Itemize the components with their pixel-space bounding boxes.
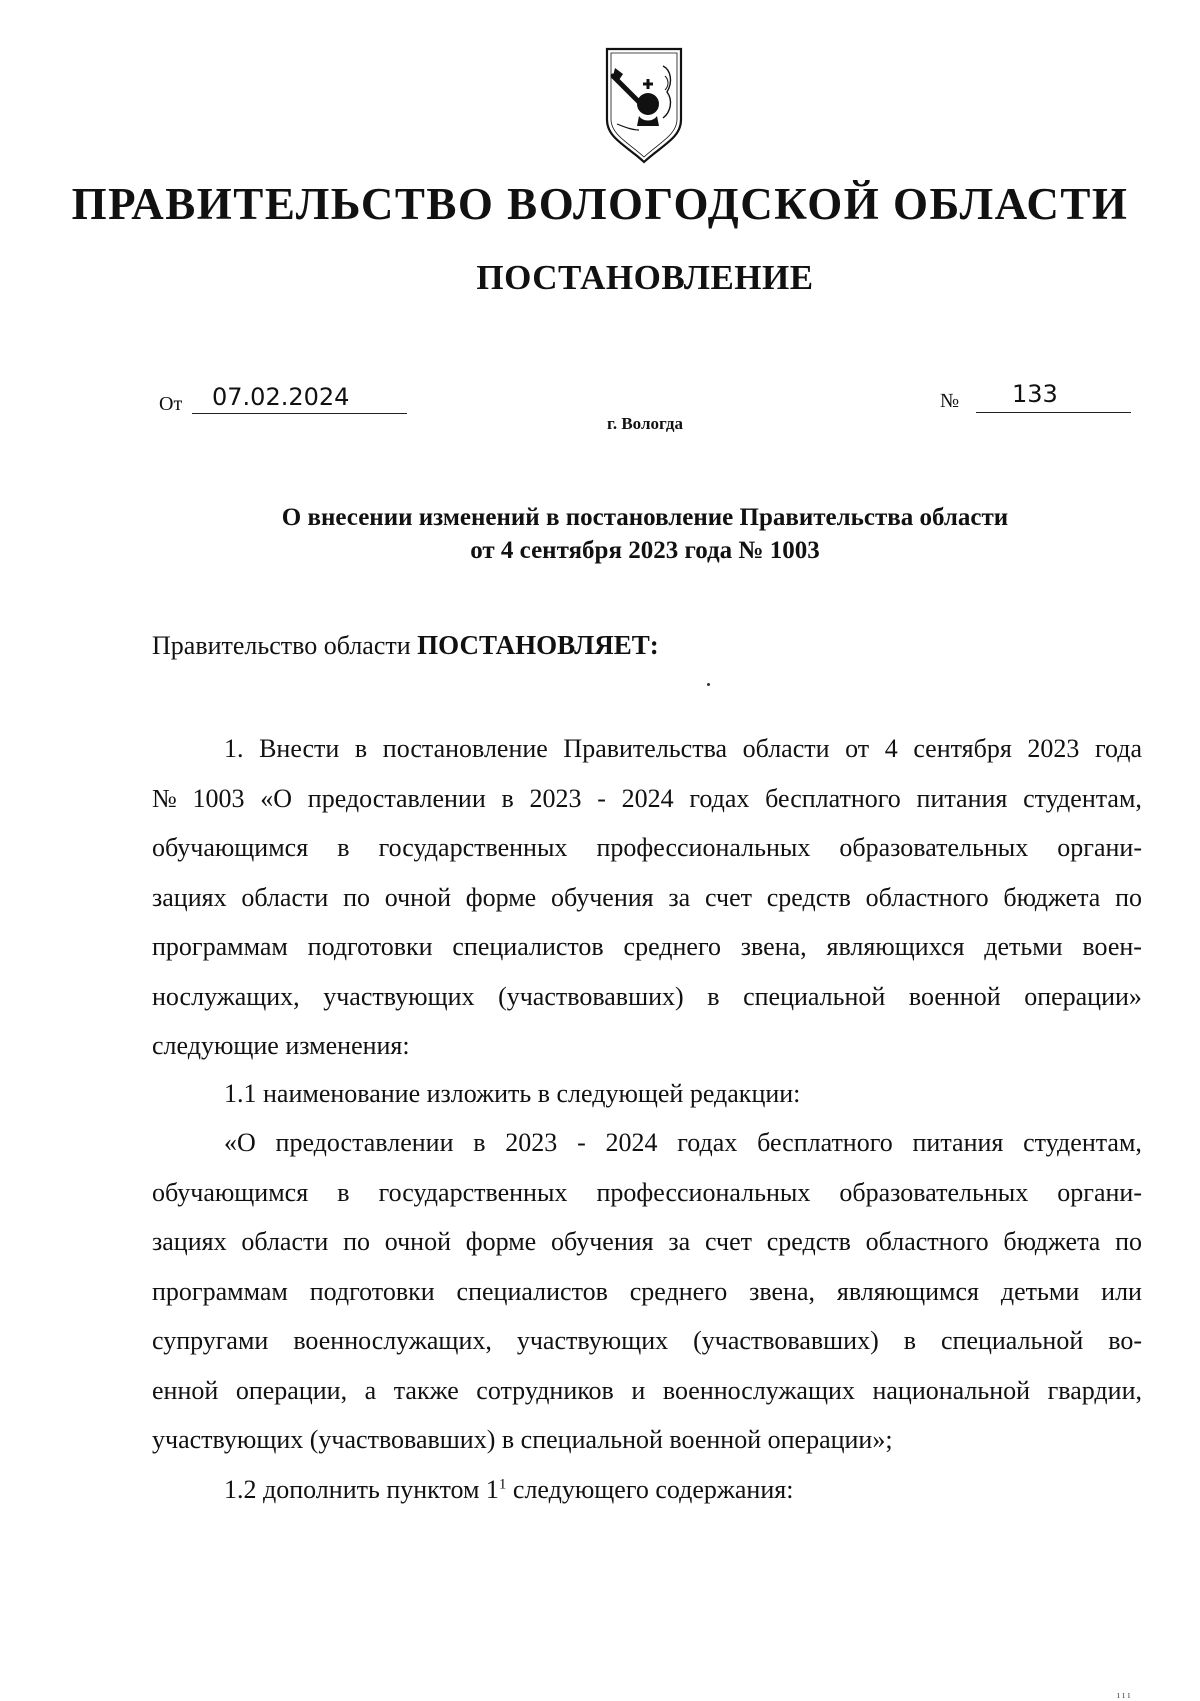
word: участвующих — [516, 1326, 669, 1355]
date-prefix: От — [159, 393, 183, 415]
word: программам — [152, 932, 288, 961]
word: от — [845, 734, 870, 763]
paragraph-new-title — [152, 1118, 1142, 1465]
word: предоставлении — [275, 1128, 454, 1157]
paragraph-line — [152, 823, 1142, 873]
word: образовательных — [839, 833, 1029, 862]
word: енной — [152, 1375, 219, 1405]
word: в — [707, 981, 720, 1011]
text-run: следующего содержания: — [506, 1475, 794, 1504]
word: «О — [224, 1128, 256, 1157]
organization-title: ПРАВИТЕЛЬСТВО ВОЛОГОДСКОЙ ОБЛАСТИ — [71, 179, 1129, 229]
paragraph-line — [152, 873, 1142, 923]
word: являющимся — [836, 1276, 980, 1306]
resolve-clause — [152, 630, 659, 661]
word: счет — [704, 1227, 752, 1256]
word: Внести — [259, 734, 340, 763]
text-run: следующие изменения: — [152, 1031, 410, 1060]
word: форме — [465, 882, 537, 912]
word: 4 — [884, 734, 898, 763]
word: операции, — [235, 1375, 348, 1405]
word: образовательных — [839, 1177, 1029, 1207]
word: специальной — [743, 981, 886, 1011]
word: органи- — [1057, 1177, 1142, 1207]
document-type: ПОСТАНОВЛЕНИЕ — [476, 258, 814, 297]
word: за — [668, 1227, 691, 1256]
word: или — [1101, 1276, 1142, 1306]
word: программам — [152, 1276, 288, 1306]
word: области — [241, 882, 329, 912]
paragraph-1 — [152, 724, 1142, 1071]
word: также — [393, 1375, 459, 1405]
word: 1003 — [192, 783, 245, 813]
resolve-keyword: ПОСТАНОВЛЯЕТ: — [417, 630, 659, 660]
word: по — [343, 882, 370, 912]
word: детьми — [984, 932, 1063, 961]
word: среднего — [629, 1276, 728, 1306]
word: 2023 — [529, 783, 582, 813]
word: специалистов — [456, 1276, 608, 1306]
word: по — [1115, 882, 1142, 912]
paragraph-line — [152, 774, 1142, 824]
paragraph-line — [152, 1465, 1142, 1515]
word: органи- — [1057, 833, 1142, 862]
word: бюджета — [1003, 1227, 1101, 1256]
coat-of-arms-icon — [603, 46, 685, 164]
paragraph-line — [152, 1366, 1142, 1416]
document-subject — [150, 501, 1140, 567]
paragraph-line — [152, 972, 1142, 1022]
text-run: участвующих (участвовавших) в специальной военной операции»; — [152, 1425, 893, 1454]
word: очной — [384, 1227, 451, 1256]
paragraph-line — [152, 1168, 1142, 1218]
word: профессиональных — [596, 1177, 811, 1207]
word: очной — [384, 882, 451, 912]
subject-line-2: от 4 сентября 2023 года № 1003 — [470, 537, 820, 564]
paragraph-line — [152, 1267, 1142, 1317]
word: операции» — [1024, 981, 1142, 1011]
paragraph-line: 1.1 наименование изложить в следующей редакции: — [224, 1079, 801, 1108]
paragraph-line — [152, 1415, 1142, 1465]
word: государственных — [378, 1177, 568, 1207]
word: по — [343, 1227, 370, 1256]
word: в — [337, 1177, 350, 1207]
word: - — [597, 783, 606, 813]
word: обучения — [550, 882, 654, 912]
word: воен- — [1082, 932, 1142, 961]
word: - — [577, 1128, 586, 1157]
word: питания — [916, 783, 1008, 813]
word: среднего — [623, 932, 721, 961]
superscript: 1 — [498, 1476, 507, 1493]
word: гвардии, — [1047, 1375, 1142, 1405]
word: в — [903, 1326, 916, 1355]
scan-marks: ı ı ı — [1117, 1690, 1131, 1701]
word: (участвовавших) — [693, 1326, 879, 1355]
document-date: 07.02.2024 — [212, 383, 350, 411]
paragraph-1-1 — [152, 1069, 1142, 1119]
word: форме — [465, 1227, 537, 1256]
word: военнослужащих, — [293, 1326, 492, 1355]
word: обучающимся — [152, 833, 309, 862]
word: постановление — [382, 734, 548, 763]
word: зациях — [152, 882, 227, 912]
paragraph-line — [152, 1021, 1142, 1071]
word: военной — [908, 981, 1001, 1011]
number-prefix: № — [940, 390, 960, 412]
word: студентам, — [1023, 783, 1142, 813]
city: г. Вологда — [607, 414, 683, 433]
word: в — [473, 1128, 486, 1157]
word: сентября — [913, 734, 1012, 763]
word: года — [1094, 734, 1142, 763]
word: участвующих — [323, 981, 475, 1011]
word: в — [337, 833, 350, 862]
paragraph-line — [152, 724, 1142, 774]
word: нослужащих, — [152, 981, 300, 1011]
word: областного — [865, 882, 989, 912]
number-field — [976, 380, 1131, 413]
date-field — [192, 383, 407, 414]
word: 1. — [224, 734, 244, 763]
word: питания — [912, 1128, 1004, 1157]
word: 2024 — [605, 1128, 658, 1157]
word: бесплатного — [757, 1128, 893, 1157]
document-number: 133 — [1012, 380, 1058, 408]
word: областного — [865, 1227, 989, 1256]
word: военнослужащих — [662, 1375, 855, 1405]
word: области — [241, 1227, 329, 1256]
word: зациях — [152, 1227, 227, 1256]
word: государственных — [378, 833, 568, 862]
word: обучения — [550, 1227, 654, 1256]
subject-line-1: О внесении изменений в постановление Правительства области — [281, 504, 1009, 531]
word: предоставлении — [307, 783, 486, 813]
word: супругами — [152, 1326, 269, 1355]
word: средств — [766, 1227, 851, 1256]
word: профессиональных — [596, 833, 811, 862]
word: 2023 — [1027, 734, 1080, 763]
word: специалистов — [452, 932, 604, 961]
word: студентам, — [1023, 1128, 1142, 1157]
word: подготовки — [309, 1276, 435, 1306]
word: 2024 — [621, 783, 674, 813]
word: бесплатного — [765, 783, 901, 813]
paragraph-1-2 — [152, 1465, 1142, 1515]
word: сотрудников — [476, 1375, 614, 1405]
scan-dot — [707, 683, 710, 686]
paragraph-line — [152, 1217, 1142, 1267]
word: № — [152, 783, 177, 813]
paragraph-line — [152, 1316, 1142, 1366]
resolve-prefix: Правительство области — [152, 631, 418, 660]
word: средств — [766, 882, 851, 912]
word: звена, — [749, 1276, 815, 1306]
word: подготовки — [307, 932, 433, 961]
word: в — [501, 783, 514, 813]
word: области — [742, 734, 830, 763]
word: по — [1115, 1227, 1142, 1256]
word: счет — [704, 882, 752, 912]
word: годах — [677, 1128, 738, 1157]
word: специальной — [940, 1326, 1084, 1355]
word: а — [364, 1375, 377, 1405]
word: детьми — [1000, 1276, 1080, 1306]
word: во- — [1108, 1326, 1142, 1355]
word: 2023 — [505, 1128, 558, 1157]
word: годах — [689, 783, 750, 813]
text-run: 1.2 дополнить пунктом 1 — [224, 1475, 499, 1504]
paragraph-line — [152, 922, 1142, 972]
word: в — [354, 734, 368, 763]
word: (участвовавших) — [498, 981, 684, 1011]
word: обучающимся — [152, 1177, 309, 1207]
word: за — [668, 882, 691, 912]
word: являющихся — [826, 932, 965, 961]
word: и — [631, 1375, 646, 1405]
word: бюджета — [1003, 882, 1101, 912]
paragraph-line — [152, 1118, 1142, 1168]
word: национальной — [872, 1375, 1031, 1405]
word: Правительства — [563, 734, 728, 763]
word: «О — [260, 783, 293, 813]
word: звена, — [740, 932, 807, 961]
